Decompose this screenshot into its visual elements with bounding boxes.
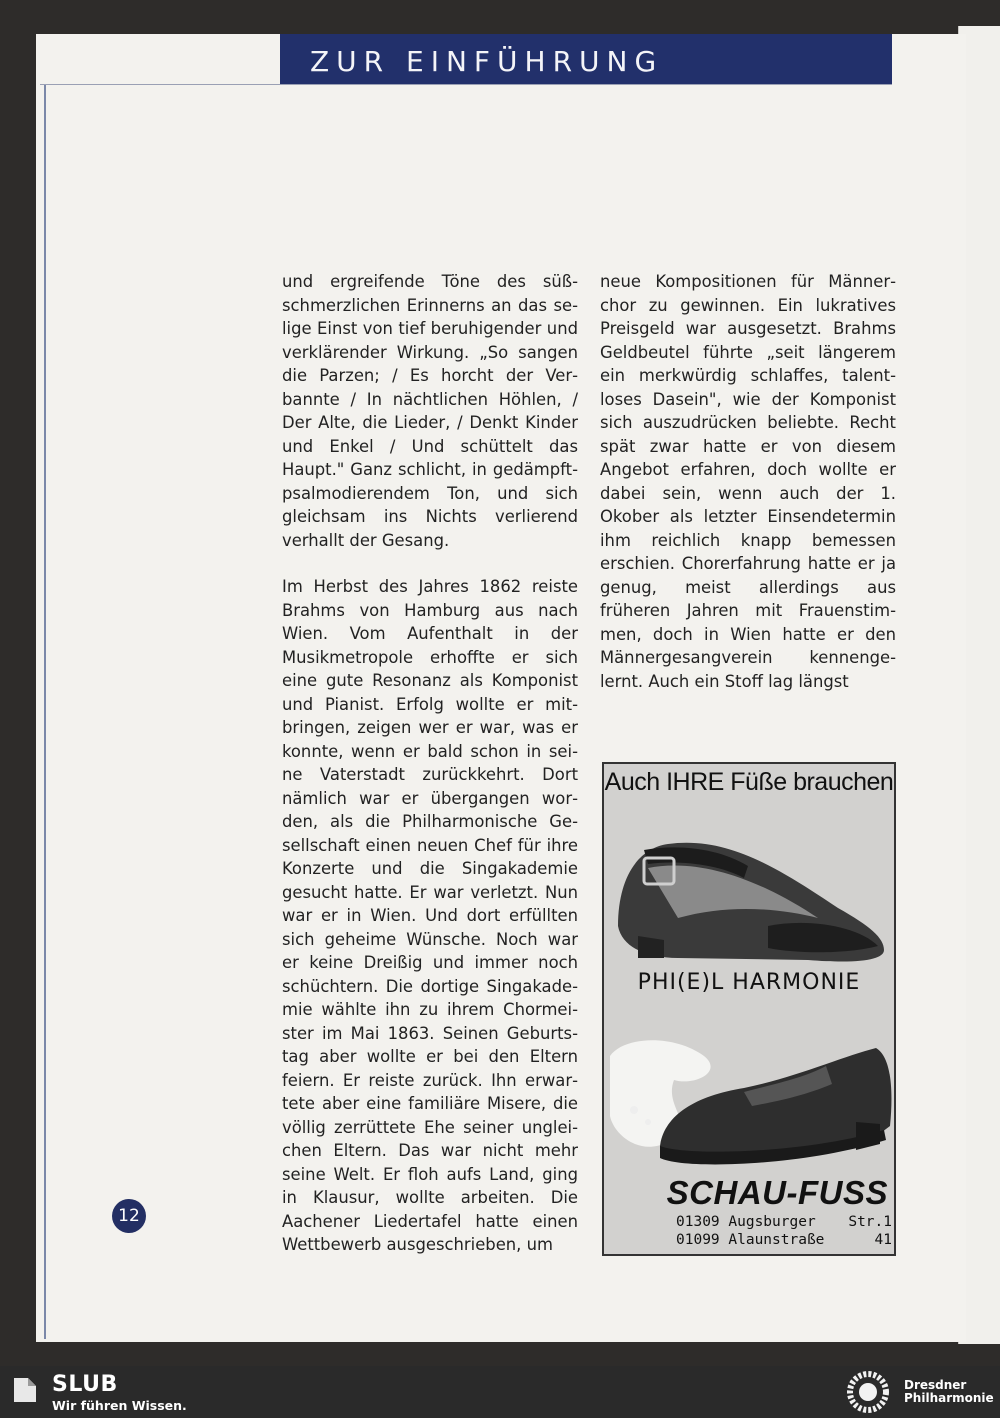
paragraph: und ergreifende Töne des süßschmerzlichen Erinnerns an das selige Einst von tief beruhigender und verklärender Wirkung. „So sangen die Parzen; / Es horcht der Verbannte / In nächtlichen Höhlen, / Der Alte, die Lieder, / Denkt Kinder und Enkel / Und schüttelt das Haupt." Ganz schlicht, in gedämpft-psalmodierendem Ton, und sich gleichsam ins Nichts verlierend verhallt der Gesang. [282, 272, 578, 550]
address-number: Str.1 [848, 1214, 892, 1230]
viewer-footer [0, 1366, 1000, 1418]
address-number: 41 [874, 1232, 892, 1248]
paragraph: Im Herbst des Jahres 1862 reiste Brahms von Hamburg aus nach Wien. Vom Aufenthalt in der Musikmetropole erhoffte er sich eine gute Resonanz als Komponist und Pianist. Erfolg wollte er mitbringen, zeigen wer er war, was er konnte, wenn er bald schon in seine Vaterstadt zurückkehrt. Dort nämlich war er übergangen worden, als die Philharmonische Gesellschaft einen neuen Chef für ihre Konzerte und die Singakademie gesucht hatte. Er war verletzt. Nun war er in Wien. Und dort erfüllten sich geheime Wünsche. Noch war er keine Dreißig und immer noch schüchtern. Die dortige Singakademie wählte ihn zu ihrem Chormeister im Mai 1863. Seinen Geburtstag aber wollte er bei den Eltern feiern. Er reiste zurück. Ihn erwartete aber eine familiäre Misere, die völlig zerrüttete Ehe seiner ungleichen Eltern. Das war nicht mehr seine Welt. Er floh aufs Land, ging in Klausur, wollte arbeiten. Die Aachener Liedertafel hatte einen Wettbewerb ausgeschrieben, um [282, 577, 578, 1254]
philharmonie-logo-icon [842, 1370, 894, 1414]
library-tagline: Wir führen Wissen. [52, 1398, 187, 1413]
partner-name-line: Philharmonie [904, 1391, 994, 1405]
ad-brand: PHI(E)L HARMONIE [637, 970, 861, 995]
page-number-badge: 12 [112, 1199, 146, 1233]
partner-name-line: Dresdner [904, 1378, 967, 1392]
section-header [280, 34, 892, 84]
slub-logo-icon [12, 1374, 38, 1404]
paragraph: neue Kompositionen für Männerchor zu gewinnen. Ein lukratives Preisgeld war ausgesetzt. Brahms Geldbeutel führte „seit längerem ein merkwürdig schlaffes, talentloses Dasein", wie der Komponist sich auszudrücken beliebte. Recht spät zwar hatte er von diesem Angebot erfahren, doch wollte er dabei sein, wenn auch der 1. Okober als letzter Einsendetermin ihm reichlich knapp bemessen erschien. Chorerfahrung hatte er ja genug, meist allerdings aus früheren Jahren mit Frauenstimmen, doch in Wien hatte er den Männergesangverein kennengelernt. Auch ein Stoff lag längst [600, 272, 896, 691]
shop-address [676, 1232, 892, 1248]
text-column-left [282, 270, 578, 1280]
ad-headline: Auch IHRE Füße brauchen [604, 768, 894, 796]
address-street: 01099 Alaunstraße [676, 1232, 825, 1248]
shop-address [676, 1214, 892, 1230]
header-rule [40, 84, 892, 85]
sandal-image [608, 808, 890, 968]
brochure-page [36, 34, 966, 1342]
shoe-advertisement [602, 762, 896, 1256]
partner-name[interactable] [904, 1379, 994, 1405]
library-name[interactable]: SLUB [52, 1372, 118, 1397]
text-column-right [600, 270, 896, 716]
loafer-image [604, 1026, 896, 1176]
shop-name: SCHAU-FUSS [666, 1174, 888, 1211]
address-street: 01309 Augsburger [676, 1214, 816, 1230]
section-title: ZUR EINFÜHRUNG [310, 45, 664, 78]
page-margin-rule [44, 84, 46, 1339]
